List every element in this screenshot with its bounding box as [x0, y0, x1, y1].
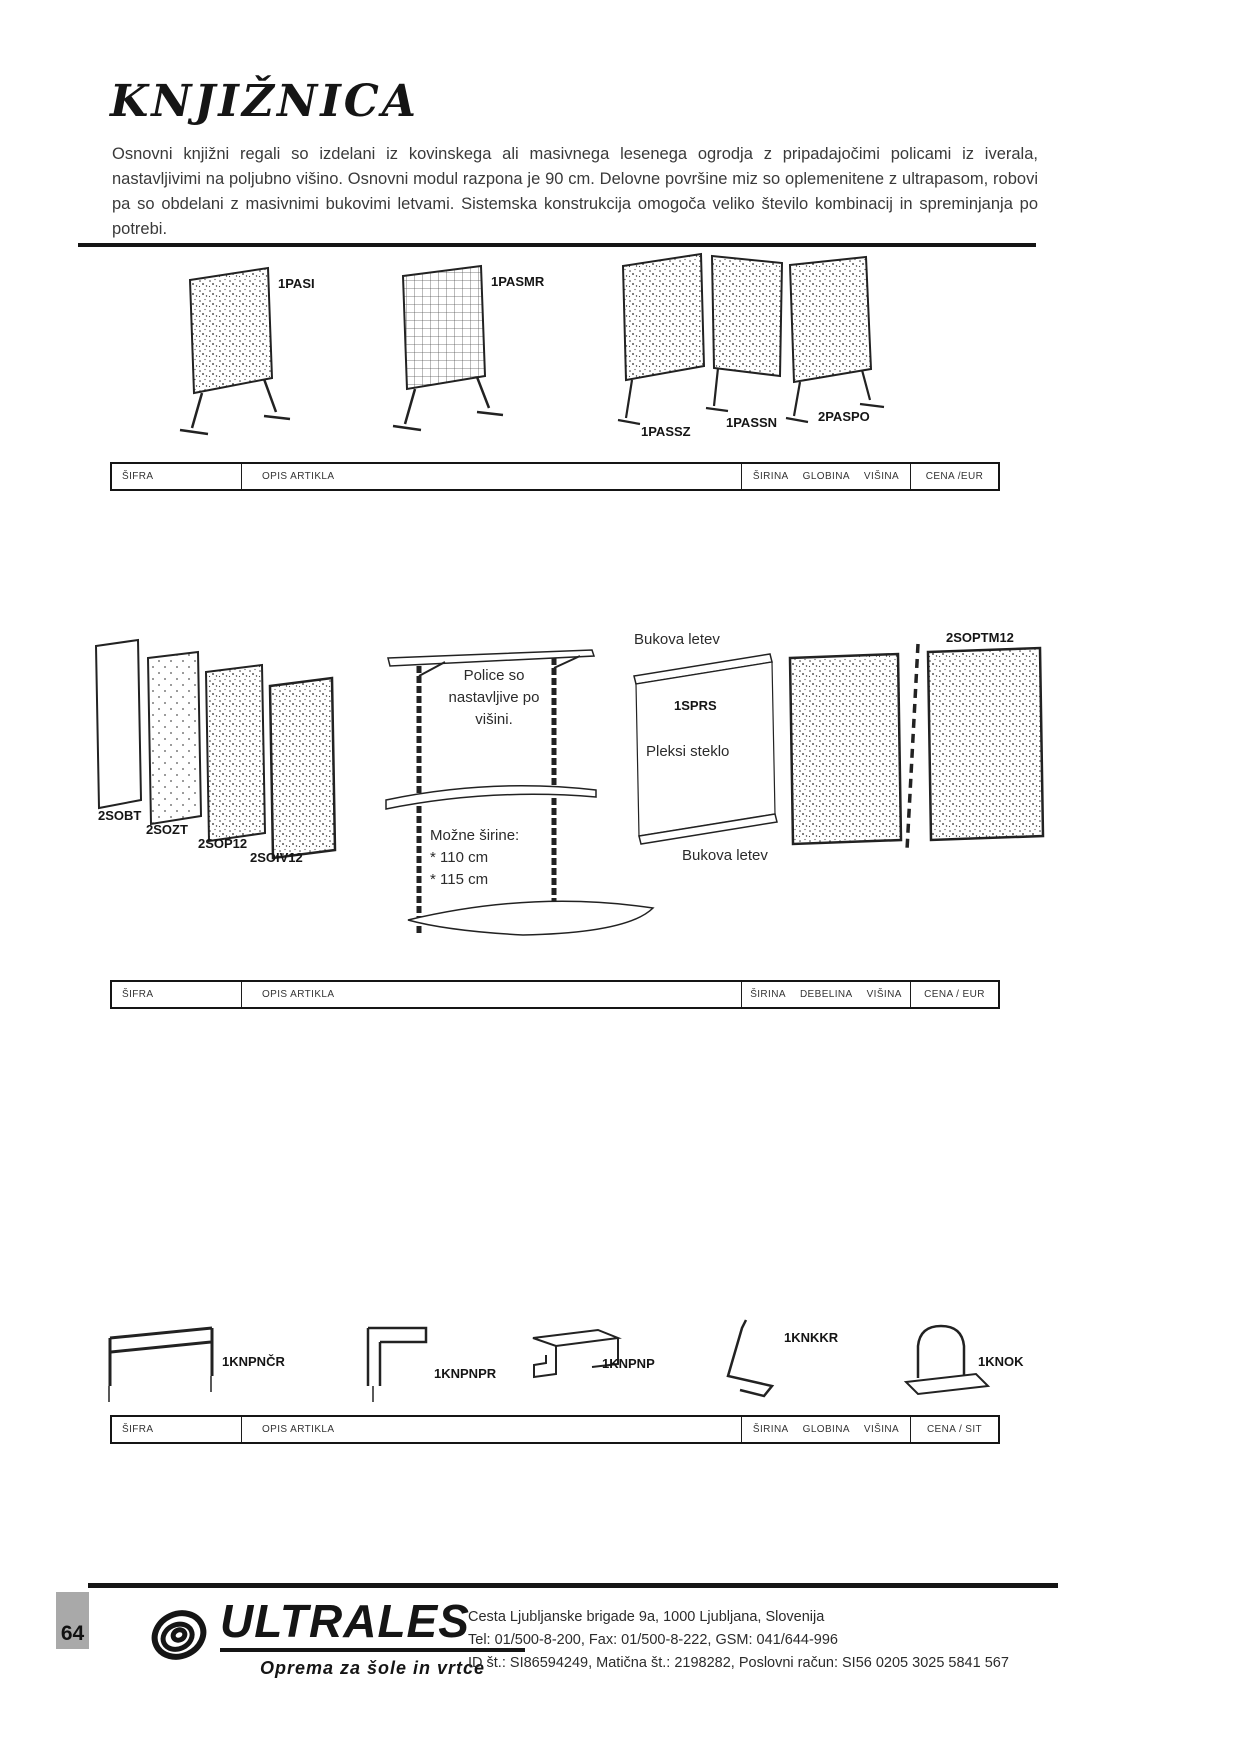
drawing-1knpncr [109, 1328, 212, 1402]
illustration-standing-panels [78, 248, 1038, 460]
column-header-opis-artikla: OPIS ARTIKLA [242, 463, 742, 490]
brand-name: ULTRALES [220, 1595, 470, 1647]
label-1knok: 1KNOK [978, 1354, 1024, 1369]
label-1sprs: 1SPRS [674, 698, 717, 713]
table-header-row [111, 463, 999, 490]
label-2soiv12: 2SOIV12 [250, 850, 303, 865]
ultrales-swirl-icon [148, 1604, 210, 1666]
drawing-1knpnpr [368, 1328, 426, 1402]
label-1knpnpr: 1KNPNPR [434, 1366, 497, 1381]
column-header-sifra: ŠIFRA [111, 1416, 242, 1443]
note-width-110: * 110 cm [430, 849, 489, 866]
label-1knpnp: 1KNPNP [602, 1356, 655, 1371]
column-header-opis-artikla: OPIS ARTIKLA [242, 981, 742, 1008]
drawing-1pasi [180, 268, 290, 434]
header-divider [78, 243, 1036, 247]
column-header-cena: CENA /EUR [911, 463, 1000, 490]
company-info [468, 1606, 1009, 1675]
column-header-dimensions: ŠIRINA DEBELINA VIŠINA [742, 981, 911, 1008]
drawing-2soptm12-cork [790, 644, 1043, 850]
label-bukova-letev-bottom: Bukova letev [682, 847, 768, 864]
company-registration: ID št.: SI86594249, Matična št.: 2198282, Poslovni račun: SI56 0205 3025 5841 567 [468, 1655, 1009, 1671]
table-header-row [111, 1416, 999, 1443]
label-2sop12: 2SOP12 [198, 836, 248, 851]
table-stenske-obloge [110, 980, 1000, 1009]
illustration-accessories [78, 1316, 1078, 1412]
note-width-115: * 115 cm [430, 871, 489, 888]
column-header-cena: CENA / EUR [911, 981, 1000, 1008]
label-1pasmr: 1PASMR [491, 274, 545, 289]
column-header-dimensions: ŠIRINA GLOBINA VIŠINA [742, 1416, 911, 1443]
label-1passz: 1PASSZ [641, 424, 691, 439]
page-number-badge [56, 1592, 89, 1649]
column-header-opis-artikla: OPIS ARTIKLA [242, 1416, 742, 1443]
label-1knpncr: 1KNPNČR [222, 1354, 285, 1369]
drawing-1knkkr [728, 1320, 772, 1396]
company-contacts: Tel: 01/500-8-200, Fax: 01/500-8-222, GSM: 041/644-996 [468, 1632, 838, 1648]
label-2sozt: 2SOZT [146, 822, 188, 837]
table-pano-samostojeci [110, 462, 1000, 491]
column-header-dimensions: ŠIRINA GLOBINA VIŠINA [742, 463, 911, 490]
illustration-wall-systems [78, 628, 1078, 978]
label-1knkkr: 1KNKKR [784, 1330, 839, 1345]
note-shelves-line1: Police so [463, 667, 525, 684]
label-2sobt: 2SOBT [98, 808, 142, 823]
brand-tagline: Oprema za šole in vrtce [259, 1658, 486, 1678]
page-title: KNJIŽNICA [110, 76, 419, 127]
company-address: Cesta Ljubljanske brigade 9a, 1000 Ljubljana, Slovenija [468, 1609, 825, 1625]
label-2paspo: 2PASPO [818, 409, 870, 424]
label-pleksi-steklo: Pleksi steklo [646, 743, 730, 760]
table-header-row [111, 981, 999, 1008]
label-2soptm12: 2SOPTM12 [946, 630, 1014, 645]
label-1pasi: 1PASI [278, 276, 315, 291]
drawing-wall-boards [96, 640, 335, 858]
drawing-1pasmr [393, 266, 503, 430]
label-1passn: 1PASSN [726, 415, 778, 430]
footer-divider [88, 1583, 1058, 1588]
column-header-sifra: ŠIFRA [111, 463, 242, 490]
drawing-1knok [906, 1326, 988, 1394]
intro-paragraph: Osnovni knjižni regali so izdelani iz kovinskega ali masivnega lesenega ogrodja z pripadajočimi policami iz iverala, nastavljivimi na poljubno višino. Osnovni modul razpona je 90 cm. Delovne površine miz so oplemenitene z ultrapasom, robovi pa so obdelani z masivnimi bukovimi letvami. Sistemska konstrukcija omogoča veliko število kombinacij in spreminjanja po potrebi. [112, 145, 1038, 238]
column-header-sifra: ŠIFRA [111, 981, 242, 1008]
column-header-cena: CENA / SIT [911, 1416, 1000, 1443]
note-widths-title: Možne širine: [430, 827, 520, 844]
page-number: 64 [60, 1622, 85, 1645]
drawing-folding-screen [618, 254, 884, 424]
label-bukova-letev-top: Bukova letev [634, 631, 720, 648]
note-shelves-line2: nastavljive po [448, 689, 540, 706]
table-dodatki [110, 1415, 1000, 1444]
note-shelves-line3: višini. [475, 711, 513, 728]
